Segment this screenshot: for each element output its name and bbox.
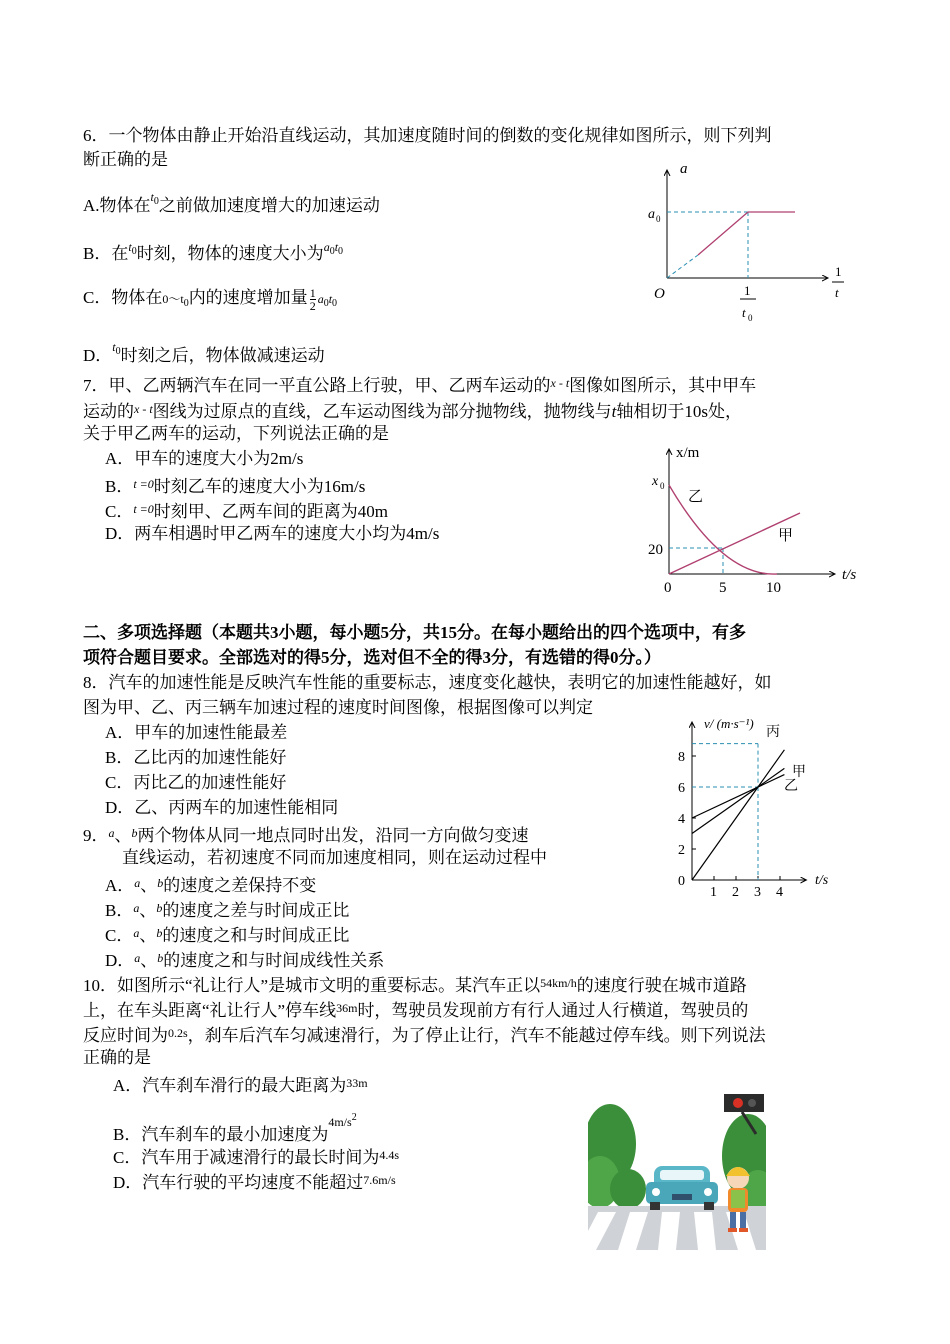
q9-option-d-prefix: D．: [105, 951, 135, 970]
q6-option-b-t-sub: 0: [338, 246, 344, 257]
q9-line1-text: 两个物体从同一地点同时出发，沿同一方向做匀变速: [137, 826, 529, 845]
q9-option-d[interactable]: D．$^a$、$^b$的速度之和与时间成线性关系: [105, 951, 385, 970]
q8-option-c[interactable]: C．丙比乙的加速性能好: [105, 773, 287, 792]
q6-stem-line2: 断正确的是: [83, 150, 168, 169]
q9-stem-line1: [83, 821, 529, 848]
q6-option-c-range: 0～t: [162, 292, 184, 306]
q6-option-d-sub: 0: [115, 346, 121, 357]
q6-option-a-prefix: A.物体在: [83, 196, 151, 215]
q8-y-tick: 0: [678, 874, 685, 889]
q8-option-a[interactable]: A．甲车的加速性能最差: [105, 723, 288, 742]
q6-option-c-text: 内的速度增加量: [188, 288, 308, 307]
q7-line1-xt: x - t: [550, 376, 570, 390]
q7-x0-label: x: [652, 474, 659, 489]
q6-option-a[interactable]: [83, 185, 380, 218]
q6-x-den: t: [835, 285, 839, 300]
q6-option-b-var: t: [128, 240, 132, 254]
q6-option-b-prefix: B．在: [83, 244, 129, 263]
q8-x-tick: 4: [776, 885, 783, 897]
q8-x-tick: 3: [754, 885, 761, 897]
q7-stem-line1: [83, 371, 756, 398]
q6-option-d[interactable]: [83, 335, 325, 368]
q8-y-tick: 8: [678, 750, 685, 765]
q6-option-a-sub: 0: [153, 196, 159, 207]
q9-var-b: b: [131, 826, 138, 840]
q10-line3-prefix: 反应时间为: [83, 1026, 168, 1045]
q8-option-b[interactable]: B．乙比丙的加速性能好: [105, 748, 287, 767]
q10-stem-line1: [83, 971, 747, 998]
q10-stem-line4: 正确的是: [83, 1048, 151, 1067]
q10-option-a-text: A．汽车刹车滑行的最大距离为: [113, 1076, 347, 1095]
q8-y-tick: 6: [678, 781, 685, 796]
q8-series-乙: [692, 750, 784, 880]
q6-option-b[interactable]: [83, 235, 343, 266]
q8-x-tick: 2: [732, 885, 739, 897]
q8-stem-line1: 8．汽车的加速性能是反映汽车性能的重要标志，速度变化越快，表明它的加速性能越好，如: [83, 673, 772, 692]
q7-option-c-text: 时刻甲、乙两车间的距离为40m: [153, 502, 389, 521]
q7-tick-20: 20: [648, 542, 663, 558]
q8-series-丙: [692, 775, 784, 818]
q6-x-num: 1: [835, 264, 842, 279]
q8-label-jia: 甲: [792, 765, 806, 780]
q7-stem-line3: 关于甲乙两车的运动，下列说法正确的是: [83, 424, 389, 443]
q7-option-b-text: 时刻乙车的速度大小为16m/s: [153, 477, 366, 496]
q7-line2-middle: 图线为过原点的直线，乙车运动图线为部分抛物线，抛物线与: [152, 402, 612, 421]
q6-option-c[interactable]: [83, 286, 337, 316]
q10-option-d[interactable]: [113, 1168, 396, 1195]
traffic-light-icon: [724, 1094, 764, 1112]
q9-option-a-b: b: [157, 876, 164, 890]
off-light-icon: [748, 1099, 756, 1107]
q10-distance: 36m: [336, 1001, 358, 1015]
q10-option-b-text: B．汽车刹车的最小加速度为: [113, 1125, 329, 1144]
q6-option-d-prefix: D．: [83, 346, 113, 365]
q10-stem-line2: [83, 996, 748, 1023]
q8-series-甲: [692, 768, 784, 833]
q7-option-c-prefix: C．: [105, 502, 134, 521]
q10-line1-suffix: 的速度行驶在城市道路: [576, 976, 747, 995]
q10-option-d-text: D．汽车行驶的平均速度不能超过: [113, 1173, 364, 1192]
q7-line1-prefix: 7．甲、乙两辆汽车在同一平直公路上行驶，甲、乙两车运动的: [83, 376, 551, 395]
q9-option-a-a: a: [134, 876, 141, 890]
q6-option-b-a: a: [323, 240, 330, 254]
q9-option-b-a: a: [133, 901, 140, 915]
q6-option-c-t: t: [328, 292, 333, 306]
q9-option-c-b: b: [156, 926, 163, 940]
q9-option-c[interactable]: C．$^a$、$^b$的速度之和与时间成正比: [105, 926, 350, 945]
q7-x0-sub: 0: [660, 481, 665, 491]
q10-line3-suffix: ，刹车后汽车匀减速滑行，为了停止让行，汽车不能越过停车线。则下列说法: [187, 1026, 766, 1045]
q9-stem-line2: 直线运动，若初速度不同而加速度相同，则在运动过程中: [122, 848, 547, 867]
q6-a0-label: a: [648, 207, 655, 222]
q6-option-c-fraction: $\frac{1}{2}$: [309, 285, 316, 313]
q7-x-label: t/s: [842, 567, 857, 583]
q10-option-a[interactable]: [113, 1071, 368, 1098]
q10-stem-line3: [83, 1021, 766, 1048]
q8-label-yi: 乙: [784, 779, 798, 794]
q8-y-tick: 4: [678, 812, 685, 827]
q6-option-b-t: t: [334, 240, 339, 254]
q9-option-b-b: b: [156, 901, 163, 915]
q10-option-b-value: 4m/s: [328, 1115, 352, 1129]
q7-tick-10: 10: [766, 580, 781, 596]
q10-option-c[interactable]: [113, 1143, 399, 1170]
q10-line1-prefix: 10．如图所示“礼让行人”是城市文明的重要标志。某汽车正以: [83, 976, 541, 995]
q6-t0-num: 1: [744, 283, 751, 298]
q10-option-b[interactable]: [113, 1106, 357, 1147]
q7-line2-t: t: [611, 402, 617, 421]
q7-y-label: x/m: [676, 445, 700, 461]
q7-option-d[interactable]: D．两车相遇时甲乙两车的速度大小均为4m/s: [105, 524, 440, 543]
q7-line2-xt: x - t: [134, 402, 153, 416]
q6-t0-den: t: [742, 305, 746, 320]
section2-heading-line2: 项符合题目要求。全部选对的得5分，选对但不全的得3分，有选错的得0分。）: [83, 648, 661, 667]
q10-option-c-value: 4.4s: [379, 1148, 400, 1162]
q6-t0-sub: 0: [748, 313, 753, 323]
q8-x-label: t/s: [815, 873, 829, 888]
q7-tick-5: 5: [719, 580, 727, 596]
q9-var-a: a: [108, 826, 115, 840]
q10-line2-suffix: 时，驾驶员发现前方有行人通过人行横道，驾驶员的: [357, 1001, 749, 1020]
q9-option-a-prefix: A．: [105, 876, 135, 895]
q6-y-label: a: [680, 161, 688, 177]
q9-option-a[interactable]: A．$^a$、$^b$的速度之差保持不变: [105, 876, 317, 895]
q7-line2-suffix: 轴相切于10s处，: [616, 402, 743, 421]
q6-option-c-prefix: C．物体在: [83, 288, 163, 307]
q6-a0-sub: 0: [656, 214, 661, 224]
q9-option-b-text: 的速度之差与时间成正比: [162, 901, 350, 920]
q8-stem-line2: 图为甲、乙、丙三辆车加速过程的速度时间图像，根据图像可以判定: [83, 698, 593, 717]
q8-graph: [670, 712, 850, 897]
q9-option-c-a: a: [133, 926, 140, 940]
tree-icon: [610, 1169, 646, 1209]
q9-option-b-prefix: B．: [105, 901, 134, 920]
q7-stem-line2: [83, 397, 742, 424]
q7-label-yi: 乙: [688, 489, 704, 505]
q10-reaction-time: 0.2s: [168, 1026, 188, 1040]
q9-option-c-text: 的速度之和与时间成正比: [162, 926, 350, 945]
q6-stem-line1: 6．一个物体由静止开始沿直线运动，其加速度随时间的倒数的变化规律如图所示，则下列判: [83, 126, 772, 145]
q9-option-a-text: 的速度之差保持不变: [163, 876, 317, 895]
q8-plot-area: [678, 722, 806, 897]
q7-line1-suffix: 图像如图所示，其中甲车: [569, 376, 757, 395]
q7-label-jia: 甲: [778, 528, 794, 544]
q10-line2-prefix: 上，在车头距离“礼让行人”停车线: [83, 1001, 337, 1020]
q6-option-b-a-sub: 0: [329, 246, 335, 257]
q8-y-label: v/ (m·s⁻¹): [704, 716, 754, 731]
q7-tick-0: 0: [664, 580, 672, 596]
q7-graph: [640, 437, 870, 597]
q10-speed: 54km/h: [540, 976, 577, 990]
section2-heading-line1: 二、多项选择题（本题共3小题，每小题5分，共15分。在每小题给出的四个选项中，有多: [83, 623, 746, 642]
q10-option-c-text: C．汽车用于减速滑行的最长时间为: [113, 1148, 380, 1167]
q9-option-b[interactable]: B．$^a$、$^b$的速度之差与时间成正比: [105, 901, 350, 920]
q7-option-a[interactable]: A．甲车的速度大小为2m/s: [105, 449, 304, 468]
q6-option-d-text: 时刻之后，物体做减速运动: [120, 346, 325, 365]
q7-option-b[interactable]: [105, 472, 365, 499]
q8-x-tick: 1: [710, 885, 717, 897]
q6-option-c-a-sub: 0: [323, 298, 329, 309]
q6-rising-line: [698, 212, 748, 255]
q10-option-d-value: 7.6m/s: [363, 1173, 396, 1187]
q6-option-b-text: 时刻，物体的速度大小为: [136, 244, 324, 263]
q7-option-b-prefix: B．: [105, 477, 134, 496]
q7-option-c-eq: t =0: [133, 502, 154, 516]
q9-sep: 、: [114, 826, 132, 845]
q10-option-a-value: 33m: [346, 1076, 368, 1090]
q9-option-d-a: a: [134, 951, 141, 965]
q6-option-d-var: t: [112, 340, 116, 354]
q9-number: 9．: [83, 826, 109, 845]
car-icon: [646, 1166, 718, 1210]
q6-option-b-sub: 0: [131, 246, 137, 257]
q6-origin: O: [654, 286, 665, 302]
red-light-icon: [733, 1098, 743, 1108]
q6-extension-dashed: [667, 255, 698, 278]
q9-option-d-b: b: [157, 951, 164, 965]
q10-option-b-exp: 2: [351, 1112, 357, 1123]
q6-option-c-range-sub: 0: [183, 298, 189, 309]
q6-option-a-text: 之前做加速度增大的加速运动: [158, 196, 380, 215]
q6-option-a-var: t: [150, 190, 154, 204]
q6-option-c-t-sub: 0: [332, 298, 338, 309]
q7-line2-prefix: 运动的: [83, 402, 134, 421]
q7-option-b-eq: t =0: [133, 477, 154, 491]
q9-option-d-text: 的速度之和与时间成线性关系: [163, 951, 385, 970]
q7-curve-yi: [669, 485, 777, 574]
q6-option-c-a: a: [317, 292, 324, 306]
q9-option-c-prefix: C．: [105, 926, 134, 945]
q6-graph: [640, 155, 860, 335]
q10-illustration: [588, 1094, 766, 1250]
q8-option-d[interactable]: D．乙、丙两车的加速性能相同: [105, 798, 339, 817]
q7-option-c[interactable]: [105, 497, 388, 524]
q8-label-bing: 丙: [766, 725, 780, 740]
q8-y-tick: 2: [678, 843, 685, 858]
